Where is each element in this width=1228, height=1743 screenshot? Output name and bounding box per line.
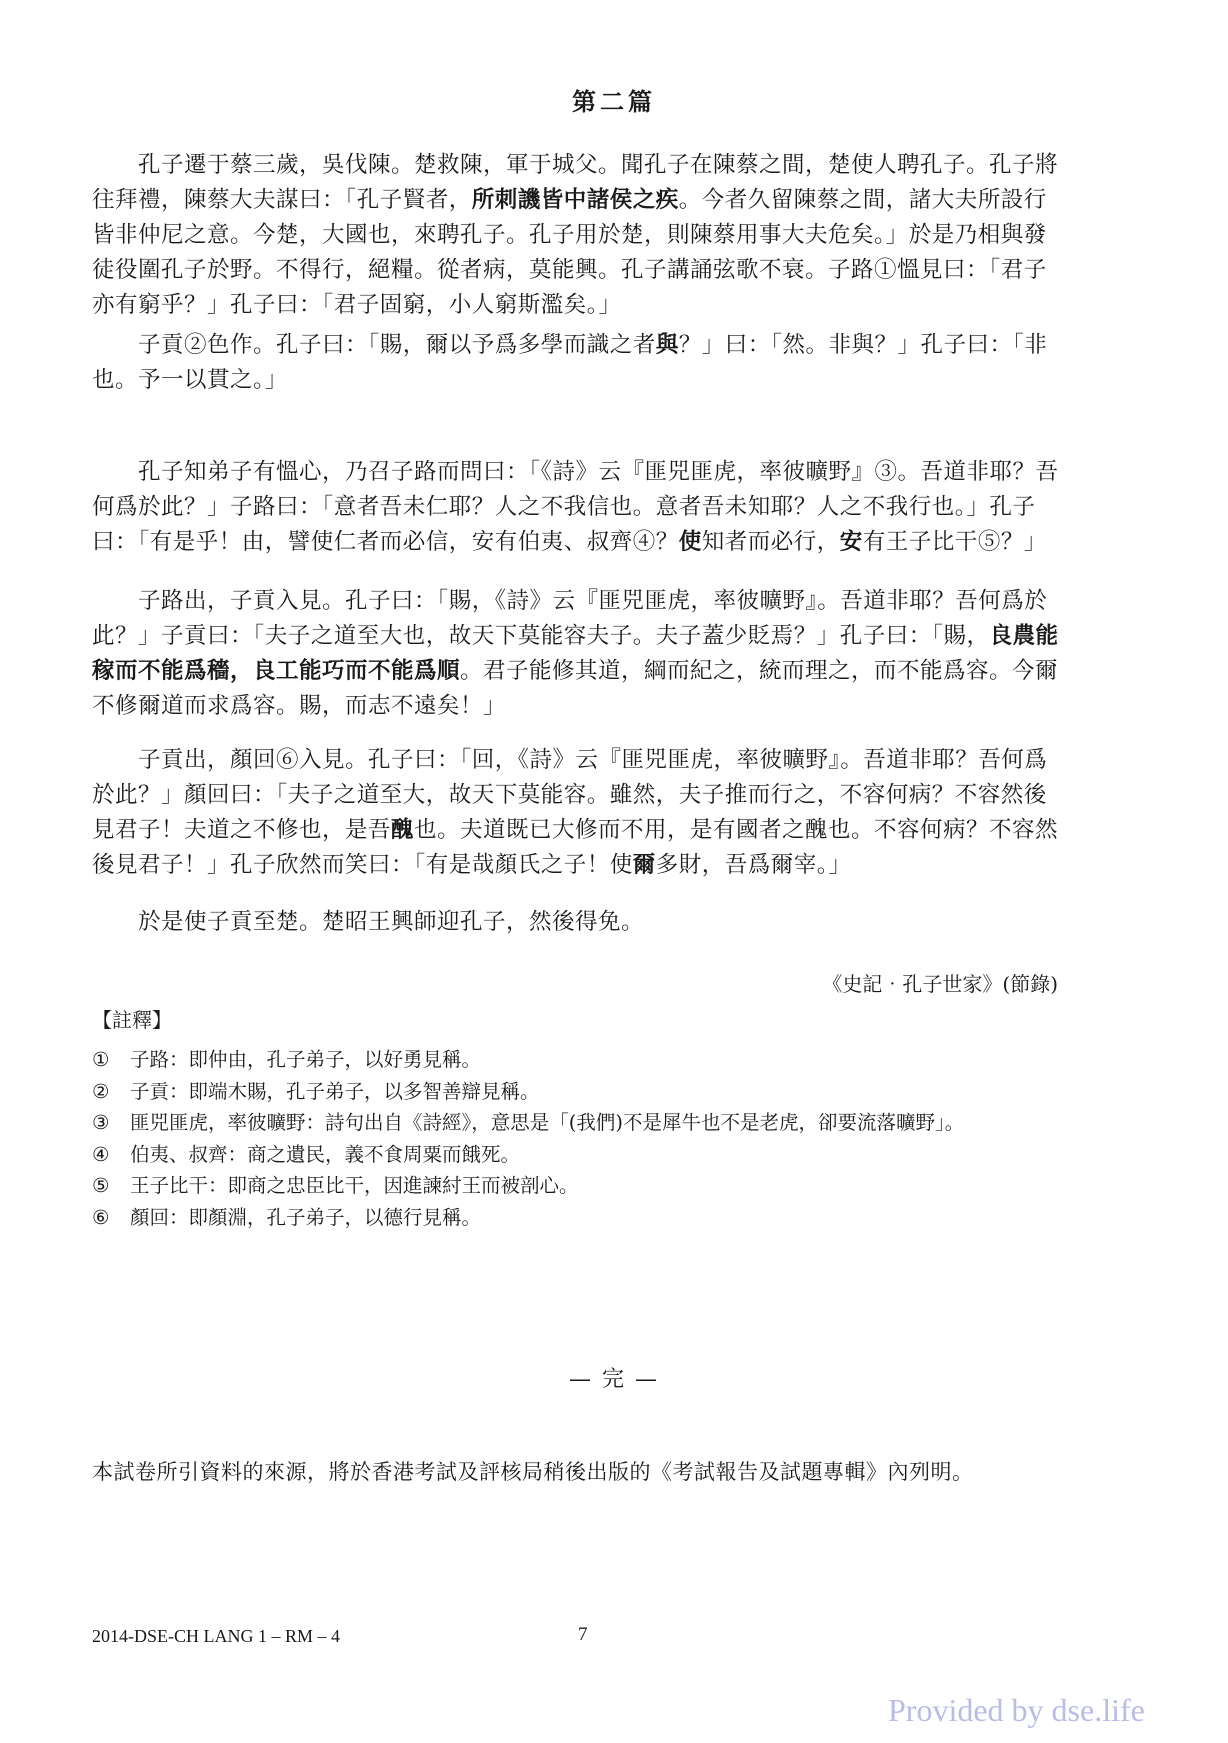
end-mark: — 完 —: [569, 1367, 659, 1392]
note-number: ①: [92, 1048, 110, 1071]
paragraph-4: 子路出，子貢入見。孔子曰：「賜，《詩》云『匪兕匪虎，率彼曠野』。吾道非耶？吾何爲於此？」子貢曰：「夫子之道至大也，故天下莫能容夫子。夫子蓋少貶焉？」孔子曰：「賜，良農能稼而不能爲穡，良工能巧而不能爲順。君子能修其道，綱而紀之，統而理之，而不能爲容。今爾不修爾道而求爲容。賜，而志不遠矣！」: [92, 588, 1059, 719]
paragraph-1: 孔子遷于蔡三歲，吳伐陳。楚救陳，軍于城父。聞孔子在陳蔡之間，楚使人聘孔子。孔子將往拜禮，陳蔡大夫謀曰：「孔子賢者，所刺譏皆中諸侯之疾。今者久留陳蔡之間，諸大夫所設行皆非仲尼之意。今楚，大國也，來聘孔子。孔子用於楚，則陳蔡用事大夫危矣。」於是乃相與發徒役圍孔子於野。不得行，絕糧。從者病，莫能興。孔子講誦弦歌不衰。子路①慍見曰：「君子亦有窮乎？」孔子曰：「君子固窮，小人窮斯濫矣。」: [92, 152, 1059, 318]
source-citation: 《史記‧孔子世家》(節錄): [822, 972, 1058, 996]
note-text: 顏回：即顏淵，孔子弟子，以德行見稱。: [130, 1205, 482, 1229]
paragraph-3: 孔子知弟子有慍心，乃召子路而問曰：「《詩》云『匪兕匪虎，率彼曠野』③。吾道非耶？吾何爲於此？」子路曰：「意者吾未仁耶？人之不我信也。意者吾未知耶？人之不我行也。」孔子曰：「有是乎！由，譬使仁者而必信，安有伯夷、叔齊④？使知者而必行，安有王子比干⑤？」: [92, 459, 1059, 555]
note-item: [92, 1044, 1072, 1076]
notes-heading: 【註釋】: [92, 1008, 172, 1032]
source-note: 本試卷所引資料的來源，將於香港考試及評核局稍後出版的《考試報告及試題專輯》內列明。: [92, 1460, 974, 1484]
note-item: [92, 1076, 1072, 1108]
notes-list: [92, 1044, 1072, 1233]
note-text: 子貢：即端木賜，孔子弟子，以多智善辯見稱。: [130, 1079, 540, 1103]
note-item: [92, 1139, 1072, 1171]
paper-code: 2014-DSE-CH LANG 1 – RM – 4: [92, 1626, 341, 1646]
paragraph-2: 子貢②色作。孔子曰：「賜，爾以予爲多學而識之者與？」曰：「然。非與？」孔子曰：「非也。予一以貫之。」: [92, 332, 1048, 393]
note-number: ⑤: [92, 1174, 110, 1197]
note-text: 子路：即仲由，孔子弟子，以好勇見稱。: [130, 1048, 482, 1071]
note-number: ⑥: [92, 1205, 110, 1229]
note-text: 王子比干：即商之忠臣比干，因進諫紂王而被剖心。: [130, 1174, 579, 1197]
note-item: [92, 1170, 1072, 1202]
note-number: ④: [92, 1142, 110, 1166]
note-number: ②: [92, 1079, 110, 1103]
paragraph-5: 子貢出，顏回⑥入見。孔子曰：「回，《詩》云『匪兕匪虎，率彼曠野』。吾道非耶？吾何爲於此？」顏回曰：「夫子之道至大，故天下莫能容。雖然，夫子推而行之，不容何病？不容然後見君子！夫道之不修也，是吾醜也。夫道既已大修而不用，是有國者之醜也。不容何病？不容然後見君子！」孔子欣然而笑曰：「有是哉顏氏之子！使爾多財，吾爲爾宰。」: [92, 747, 1059, 878]
watermark: Provided by dse.life: [888, 1692, 1145, 1728]
note-item: [92, 1202, 1072, 1234]
section-title: 第二篇: [572, 87, 656, 116]
paragraph-6: 於是使子貢至楚。楚昭王興師迎孔子，然後得免。: [138, 909, 645, 935]
note-text: 伯夷、叔齊：商之遺民，義不食周粟而餓死。: [130, 1142, 521, 1166]
page-number: 7: [578, 1624, 588, 1645]
note-number: ③: [92, 1111, 110, 1134]
note-item: [92, 1107, 1072, 1139]
note-text: 匪兕匪虎，率彼曠野：詩句出自《詩經》，意思是「(我們)不是犀牛也不是老虎，卻要流落曠野」。: [130, 1111, 965, 1134]
